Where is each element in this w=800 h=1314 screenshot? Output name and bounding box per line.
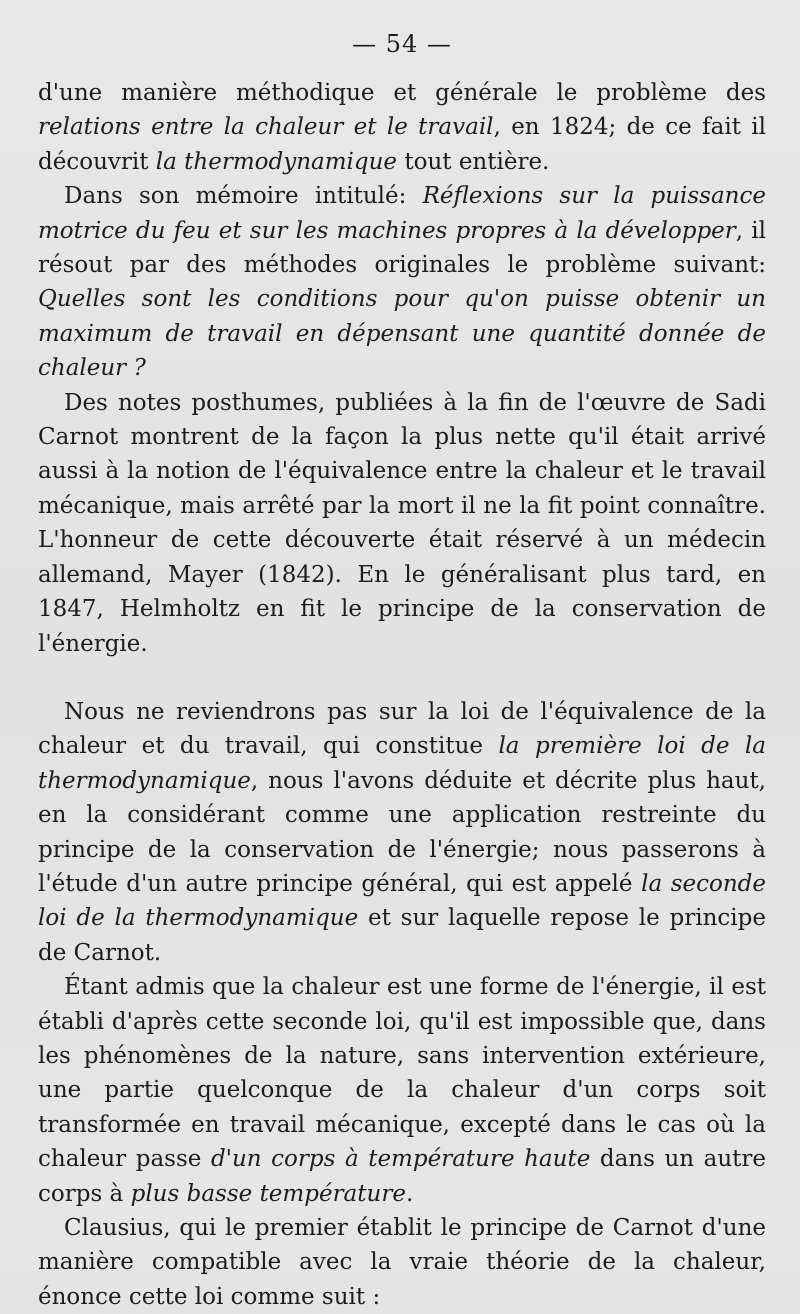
text-run: , nous l'avons déduite et décrite plus haut, en la considérant comme une application restreinte du principe de la conservation de l'énergie; nous passerons à l'étude d'un autre principe général, qui est appelé — [38, 767, 766, 897]
text-run: Clausius, qui le premier établit le principe de Carnot d'une manière compatible avec la vraie théorie de la chaleur, énonce cette loi comme suit : — [38, 1215, 766, 1310]
italic-text-run: Réflexions sur la puissance motrice du feu et sur les machines propres à la développer — [38, 183, 766, 244]
text-run: Dans son mémoire intitulé: — [64, 183, 423, 210]
text-run: d'une manière méthodique et générale le problème des — [38, 80, 766, 106]
italic-text-run: d'un corps à température haute — [210, 1146, 591, 1173]
text-run: . — [405, 1180, 414, 1207]
text-run: Nous ne reviendrons pas sur la loi de l'équivalence de la chaleur et du travail, qui constitue — [38, 698, 766, 760]
italic-text-run: la première loi de la thermodynamique — [38, 733, 766, 794]
text-run: tout entière. — [397, 148, 550, 175]
text-run: dans un autre corps à — [38, 1146, 766, 1207]
text-run: , il résout par des méthodes originales le problème suivant: — [38, 217, 766, 279]
italic-text-run: plus basse température — [130, 1180, 406, 1207]
italic-text-run: la seconde loi de la thermodynamique — [38, 870, 767, 932]
paragraph-4 — [38, 695, 766, 970]
italic-text-run: la thermodynamique — [155, 148, 398, 175]
text-run: Étant admis que la chaleur est une forme de l'énergie, il est établi d'après cette seconde loi, qu'il est impossible que, dans les phénomènes de la nature, sans intervention extérieure, une partie quelconque de la chaleur d'un corps soit transformée en travail mécanique, excepté dans le cas où la chaleur passe — [38, 974, 766, 1173]
text-run: et sur laquelle repose le principe de Carnot. — [38, 905, 766, 966]
italic-text-run: relations entre la chaleur et le travail — [38, 114, 494, 141]
paragraph-6 — [38, 1211, 766, 1314]
section-gap — [38, 661, 766, 695]
paragraph-2 — [38, 179, 766, 385]
paragraph-3 — [38, 386, 766, 661]
page-number: — 54 — — [352, 30, 452, 58]
paragraph-1 — [38, 76, 766, 179]
paragraph-5 — [38, 970, 766, 1211]
text-run: , en 1824; de ce fait il découvrit — [38, 114, 766, 175]
text-run: Des notes posthumes, publiées à la fin de l'œuvre de Sadi Carnot montrent de la façon la plus nette qu'il était arrivé aussi à la notion de l'équivalence entre la chaleur et le travail mécanique, mais arrêté par la mort il ne la fit point connaître. L'honneur de cette découverte était réservé à un médecin allemand, Mayer (1842). En le généralisant plus tard, en 1847, Helmholtz en fit le principe de la conservation de l'énergie. — [38, 389, 766, 657]
italic-text-run: Quelles sont les conditions pour qu'on puisse obtenir un maximum de travail en dépensant une quantité donnée de chaleur ? — [38, 286, 766, 382]
